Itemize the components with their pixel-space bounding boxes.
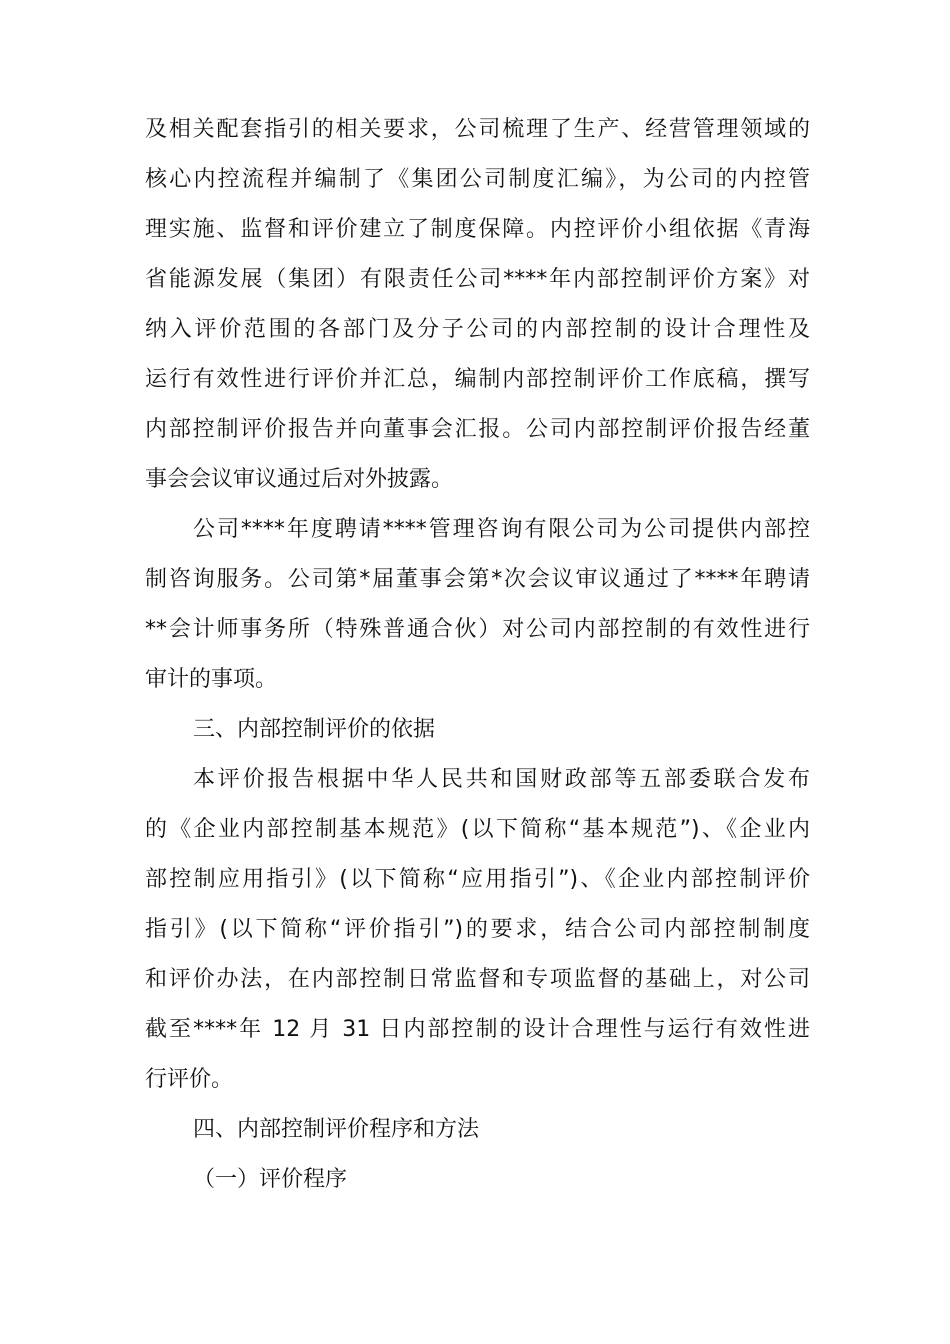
body-text-line: **会计师事务所（特殊普通合伙）对公司内部控制的有效性进行 <box>145 617 810 642</box>
body-text-line: 部控制应用指引》(以下简称“应用指引”)、《企业内部控制评价 <box>145 867 810 892</box>
body-text-line: 指引》(以下简称“评价指引”)的要求，结合公司内部控制制度 <box>145 917 810 942</box>
body-text-line: 运行有效性进行评价并汇总，编制内部控制评价工作底稿，撰写 <box>145 367 810 392</box>
body-text-line: 行评价。 <box>145 1067 234 1092</box>
body-text-line: 和评价办法，在内部控制日常监督和专项监督的基础上，对公司 <box>145 967 810 992</box>
body-text-line: 审计的事项。 <box>145 667 278 692</box>
paragraph-first-line: 本评价报告根据中华人民共和国财政部等五部委联合发布 <box>193 767 810 792</box>
body-text-line: 省能源发展（集团）有限责任公司****年内部控制评价方案》对 <box>145 267 810 292</box>
body-text-line: 理实施、监督和评价建立了制度保障。内控评价小组依据《青海 <box>145 217 810 242</box>
paragraph-first-line: 公司****年度聘请****管理咨询有限公司为公司提供内部控 <box>193 517 810 542</box>
body-text-line: 截至****年 12 月 31 日内部控制的设计合理性与运行有效性进 <box>145 1017 810 1042</box>
body-text-line: 的《企业内部控制基本规范》(以下简称“基本规范”)、《企业内 <box>145 817 810 842</box>
body-text-line: 核心内控流程并编制了《集团公司制度汇编》，为公司的内控管 <box>145 167 810 192</box>
subsection-heading: （一）评价程序 <box>193 1167 348 1192</box>
body-text-line: 事会会议审议通过后对外披露。 <box>145 467 454 492</box>
body-text-line: 及相关配套指引的相关要求，公司梳理了生产、经营管理领域的 <box>145 117 810 142</box>
body-text-line: 制咨询服务。公司第*届董事会第*次会议审议通过了****年聘请 <box>145 567 810 592</box>
body-text-line: 纳入评价范围的各部门及分子公司的内部控制的设计合理性及 <box>145 317 810 342</box>
body-text-line: 内部控制评价报告并向董事会汇报。公司内部控制评价报告经董 <box>145 417 810 442</box>
section-heading: 四、内部控制评价程序和方法 <box>193 1117 480 1142</box>
section-heading: 三、内部控制评价的依据 <box>193 717 436 742</box>
